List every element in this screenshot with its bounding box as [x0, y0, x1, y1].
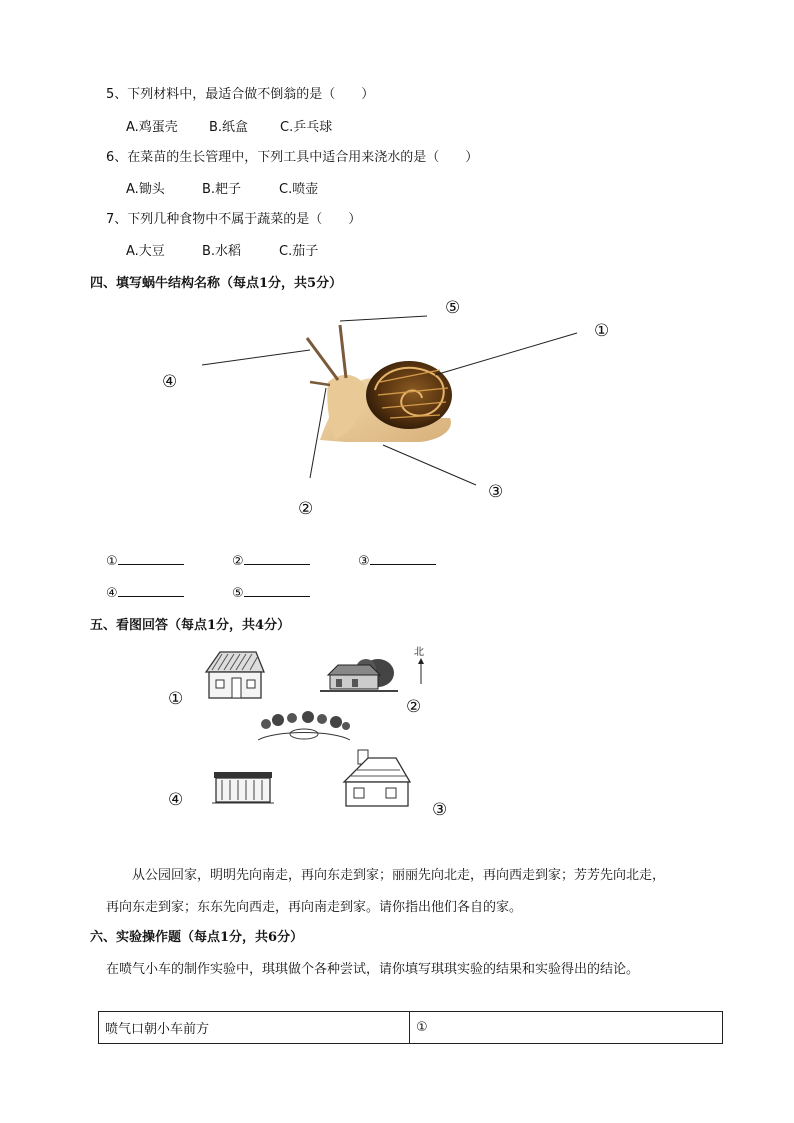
blank-4-line[interactable] — [118, 584, 184, 597]
blank-1[interactable] — [106, 552, 184, 569]
section-6-title: 六、实验操作题（每点1分，共6分） — [90, 930, 304, 945]
snail-figure — [150, 290, 630, 530]
blank-3-line[interactable] — [370, 552, 436, 565]
question-5-stem: 5、下列材料中，最适合做不倒翁的是（ ） — [106, 87, 375, 102]
leader-line-4 — [202, 350, 310, 365]
snail-label-5: ⑤ — [445, 298, 461, 318]
blank-1-label: ① — [106, 554, 118, 569]
section-6-intro: 在喷气小车的制作实验中，琪琪做个各种尝试，请你填写琪琪实验的结果和实验得出的结论。 — [106, 962, 640, 977]
question-7-option-c[interactable]: C.茄子 — [279, 244, 319, 259]
north-arrow-icon — [416, 658, 426, 684]
house-label-1: ① — [168, 689, 184, 709]
house-label-2: ② — [406, 697, 422, 717]
leader-line-5 — [340, 316, 427, 321]
section-4-title: 四、填写蜗牛结构名称（每点1分，共5分） — [90, 276, 343, 291]
leader-line-3 — [383, 445, 476, 485]
snail-long-tentacle — [340, 325, 346, 378]
question-5-option-b[interactable]: B.纸盒 — [209, 120, 249, 135]
house-1-icon — [204, 650, 266, 700]
question-6-option-c[interactable]: C.喷壶 — [279, 182, 319, 197]
question-6-stem: 6、在菜苗的生长管理中，下列工具中适合用来浇水的是（ ） — [106, 150, 479, 165]
question-5-option-c[interactable]: C.乒乓球 — [280, 120, 333, 135]
blank-5-line[interactable] — [244, 584, 310, 597]
table-row — [99, 1012, 723, 1044]
snail-label-4: ④ — [162, 372, 178, 392]
question-7-stem: 7、下列几种食物中不属于蔬菜的是（ ） — [106, 212, 362, 227]
section-5-title: 五、看图回答（每点1分，共4分） — [90, 618, 291, 633]
house-label-3: ③ — [432, 800, 448, 820]
blank-4[interactable] — [106, 584, 184, 601]
house-3-icon — [340, 748, 414, 810]
leader-line-1 — [435, 333, 577, 375]
experiment-table — [98, 1011, 723, 1044]
blank-1-line[interactable] — [118, 552, 184, 565]
question-7-option-b[interactable]: B.水稻 — [202, 244, 242, 259]
table-cell-condition: 喷气口朝小车前方 — [99, 1012, 410, 1044]
house-2-icon — [318, 657, 400, 695]
north-label: 北 — [414, 647, 424, 658]
section-5-paragraph-line-1: 从公园回家，明明先向南走，再向东走到家；丽丽先向北走，再向西走到家；芳芳先向北走， — [132, 868, 666, 883]
blank-2[interactable] — [232, 552, 310, 569]
snail-short-tentacle — [310, 382, 330, 385]
park-icon — [256, 710, 352, 744]
section-5-paragraph-line-2: 再向东走到家；东东先向西走，再向南走到家。请你指出他们各自的家。 — [106, 900, 523, 915]
house-4-icon — [212, 766, 276, 806]
house-label-4: ④ — [168, 790, 184, 810]
blank-5[interactable] — [232, 584, 310, 601]
blank-2-label: ② — [232, 554, 244, 569]
snail-label-3: ③ — [488, 482, 504, 502]
question-6-option-b[interactable]: B.耙子 — [202, 182, 242, 197]
question-6-option-a[interactable]: A.锄头 — [126, 182, 165, 197]
snail-label-2: ② — [298, 499, 314, 519]
blank-5-label: ⑤ — [232, 586, 244, 601]
blank-3[interactable] — [358, 552, 436, 569]
snail-long-tentacle — [307, 338, 338, 380]
blank-2-line[interactable] — [244, 552, 310, 565]
table-cell-result[interactable]: ① — [410, 1012, 723, 1044]
question-5-option-a[interactable]: A.鸡蛋壳 — [126, 120, 178, 135]
question-7-option-a[interactable]: A.大豆 — [126, 244, 165, 259]
snail-label-1: ① — [594, 321, 610, 341]
blank-4-label: ④ — [106, 586, 118, 601]
blank-3-label: ③ — [358, 554, 370, 569]
